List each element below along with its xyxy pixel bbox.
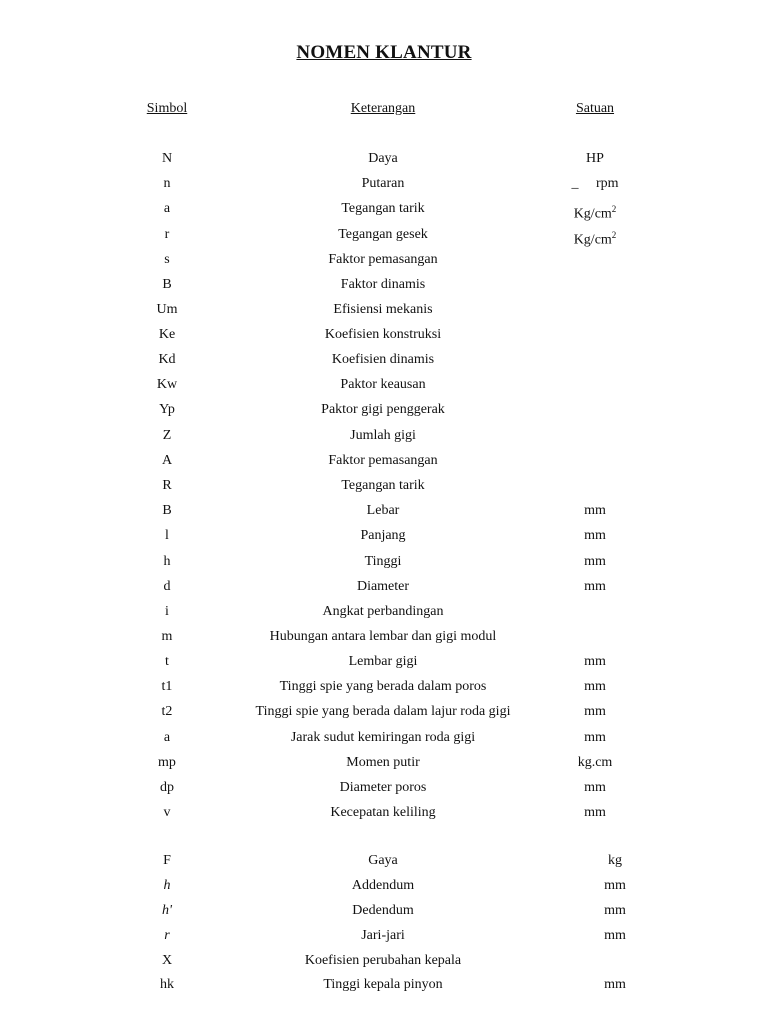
description-cell: Tegangan tarik bbox=[341, 201, 425, 216]
page-title: NOMEN KLANTUR bbox=[296, 42, 472, 63]
unit-text: mm bbox=[584, 780, 606, 795]
table-row bbox=[0, 149, 768, 169]
table-row bbox=[0, 199, 768, 222]
unit-text: HP bbox=[586, 151, 604, 166]
table-row bbox=[0, 451, 768, 471]
description-cell: Jarak sudut kemiringan roda gigi bbox=[290, 730, 476, 745]
table-row bbox=[0, 627, 768, 647]
description-cell: Daya bbox=[368, 151, 398, 166]
unit-text: mm bbox=[584, 679, 606, 694]
symbol-cell: i bbox=[165, 604, 169, 619]
description-cell: Jari-jari bbox=[361, 928, 405, 943]
unit-superscript: 2 bbox=[611, 230, 617, 240]
table-row bbox=[0, 375, 768, 395]
description-cell: Panjang bbox=[360, 528, 406, 543]
symbol-cell: F bbox=[163, 853, 171, 868]
header-simbol: Simbol bbox=[146, 101, 188, 116]
symbol-cell: Um bbox=[156, 302, 178, 317]
symbol-cell: B bbox=[162, 503, 172, 518]
symbol-cell: t2 bbox=[161, 704, 173, 719]
symbol-cell: r bbox=[164, 227, 170, 242]
unit-cell bbox=[555, 149, 635, 169]
unit-text: kg.cm bbox=[577, 755, 613, 770]
unit-text: mm bbox=[584, 805, 606, 820]
description-cell: Efisiensi mekanis bbox=[333, 302, 433, 317]
description-cell: Koefisien konstruksi bbox=[324, 327, 442, 342]
description-cell: Angkat perbandingan bbox=[322, 604, 444, 619]
unit-cell bbox=[575, 926, 655, 946]
symbol-cell: mp bbox=[158, 755, 176, 770]
description-cell: Diameter poros bbox=[339, 780, 427, 795]
symbol-cell: t bbox=[165, 654, 169, 669]
table-row bbox=[0, 250, 768, 270]
description-cell: Lebar bbox=[366, 503, 400, 518]
description-cell: Addendum bbox=[351, 878, 415, 893]
description-cell: Faktor dinamis bbox=[340, 277, 426, 292]
header-keterangan: Keterangan bbox=[350, 101, 416, 116]
table-row bbox=[0, 400, 768, 420]
unit-text: mm bbox=[584, 704, 606, 719]
unit-text: mm bbox=[604, 903, 626, 918]
table-row bbox=[0, 803, 768, 823]
table-row bbox=[0, 975, 768, 995]
unit-cell bbox=[555, 501, 635, 521]
unit-cell bbox=[555, 728, 635, 748]
table-row bbox=[0, 851, 768, 871]
unit-cell bbox=[555, 778, 635, 798]
symbol-cell: n bbox=[163, 176, 171, 191]
table-row bbox=[0, 901, 768, 921]
table-row bbox=[0, 300, 768, 320]
table-row bbox=[0, 926, 768, 946]
symbol-cell: m bbox=[161, 629, 173, 644]
table-row bbox=[0, 526, 768, 546]
unit-cell bbox=[555, 753, 635, 773]
description-cell: Gaya bbox=[368, 853, 398, 868]
symbol-cell: Kw bbox=[156, 377, 178, 392]
description-cell: Paktor gigi penggerak bbox=[321, 402, 445, 417]
description-cell: Lembar gigi bbox=[348, 654, 418, 669]
description-cell: Koefisien perubahan kepala bbox=[304, 953, 462, 968]
unit-cell bbox=[555, 199, 635, 225]
unit-text: mm bbox=[584, 554, 606, 569]
description-cell: Jumlah gigi bbox=[350, 428, 416, 443]
symbol-cell: X bbox=[161, 953, 173, 968]
unit-cell bbox=[555, 702, 635, 722]
unit-cell bbox=[575, 851, 655, 871]
table-row bbox=[0, 225, 768, 248]
unit-cell bbox=[575, 876, 655, 896]
symbol-cell: dp bbox=[160, 780, 174, 795]
description-cell: Diameter bbox=[356, 579, 410, 594]
symbol-cell: R bbox=[162, 478, 172, 493]
description-cell: Tinggi spie yang berada dalam lajur roda gigi bbox=[255, 704, 511, 719]
description-cell: Tinggi spie yang berada dalam poros bbox=[279, 679, 487, 694]
table-row bbox=[0, 677, 768, 697]
unit-text: kg bbox=[608, 853, 622, 868]
unit-cell bbox=[555, 652, 635, 672]
symbol-cell: A bbox=[161, 453, 173, 468]
table-row bbox=[0, 275, 768, 295]
symbol-cell: d bbox=[163, 579, 171, 594]
symbol-cell: Yp bbox=[159, 402, 175, 417]
unit-text: mm bbox=[604, 977, 626, 992]
symbol-cell: a bbox=[163, 730, 171, 745]
description-cell: Paktor keausan bbox=[340, 377, 426, 392]
unit-cell bbox=[575, 901, 655, 921]
unit-cell bbox=[555, 552, 635, 572]
description-cell: Tinggi bbox=[364, 554, 402, 569]
unit-cell bbox=[555, 174, 635, 194]
unit-cell bbox=[575, 975, 655, 995]
description-cell: Hubungan antara lembar dan gigi modul bbox=[269, 629, 497, 644]
description-cell: Faktor pemasangan bbox=[328, 252, 438, 267]
table-row bbox=[0, 728, 768, 748]
unit-text: Kg/cm bbox=[573, 206, 612, 222]
symbol-cell: h bbox=[163, 878, 171, 893]
unit-text: mm bbox=[584, 503, 606, 518]
symbol-cell: B bbox=[162, 277, 172, 292]
unit-text: _ rpm bbox=[571, 176, 619, 191]
symbol-cell: r bbox=[164, 928, 170, 943]
symbol-cell: a bbox=[163, 201, 171, 216]
unit-text: mm bbox=[604, 928, 626, 943]
unit-text: mm bbox=[584, 730, 606, 745]
unit-cell bbox=[555, 677, 635, 697]
symbol-cell: Z bbox=[162, 428, 172, 443]
description-cell: Koefisien dinamis bbox=[331, 352, 435, 367]
symbol-cell: Ke bbox=[158, 327, 176, 342]
table-row bbox=[0, 951, 768, 971]
table-row bbox=[0, 753, 768, 773]
symbol-cell: Kd bbox=[158, 352, 176, 367]
description-cell: Putaran bbox=[361, 176, 405, 191]
table-row bbox=[0, 426, 768, 446]
symbol-cell: h' bbox=[162, 903, 172, 918]
symbol-cell: h bbox=[163, 554, 171, 569]
table-row bbox=[0, 702, 768, 722]
table-row bbox=[0, 174, 768, 194]
description-cell: Dedendum bbox=[352, 903, 414, 918]
unit-text: mm bbox=[584, 654, 606, 669]
table-row bbox=[0, 350, 768, 370]
unit-text: mm bbox=[584, 528, 606, 543]
symbol-cell: l bbox=[165, 528, 169, 543]
unit-superscript: 2 bbox=[611, 204, 617, 214]
symbol-cell: s bbox=[164, 252, 170, 267]
unit-text: mm bbox=[584, 579, 606, 594]
table-row bbox=[0, 652, 768, 672]
table-row bbox=[0, 501, 768, 521]
unit-text: Kg/cm bbox=[573, 232, 612, 248]
symbol-cell: t1 bbox=[161, 679, 173, 694]
symbol-cell: N bbox=[161, 151, 173, 166]
description-cell: Tegangan gesek bbox=[338, 227, 428, 242]
description-cell: Kecepatan keliling bbox=[330, 805, 436, 820]
unit-cell bbox=[555, 803, 635, 823]
description-cell: Tegangan tarik bbox=[341, 478, 425, 493]
description-cell: Faktor pemasangan bbox=[328, 453, 438, 468]
table-row bbox=[0, 476, 768, 496]
table-row bbox=[0, 876, 768, 896]
unit-cell bbox=[555, 526, 635, 546]
table-row bbox=[0, 577, 768, 597]
unit-text: mm bbox=[604, 878, 626, 893]
symbol-cell: v bbox=[163, 805, 171, 820]
header-satuan: Satuan bbox=[575, 101, 615, 116]
table-row bbox=[0, 552, 768, 572]
table-row bbox=[0, 325, 768, 345]
description-cell: Tinggi kepala pinyon bbox=[323, 977, 443, 992]
unit-cell bbox=[555, 577, 635, 597]
description-cell: Momen putir bbox=[346, 755, 420, 770]
table-row bbox=[0, 602, 768, 622]
unit-cell bbox=[555, 225, 635, 251]
table-row bbox=[0, 778, 768, 798]
symbol-cell: hk bbox=[160, 977, 174, 992]
